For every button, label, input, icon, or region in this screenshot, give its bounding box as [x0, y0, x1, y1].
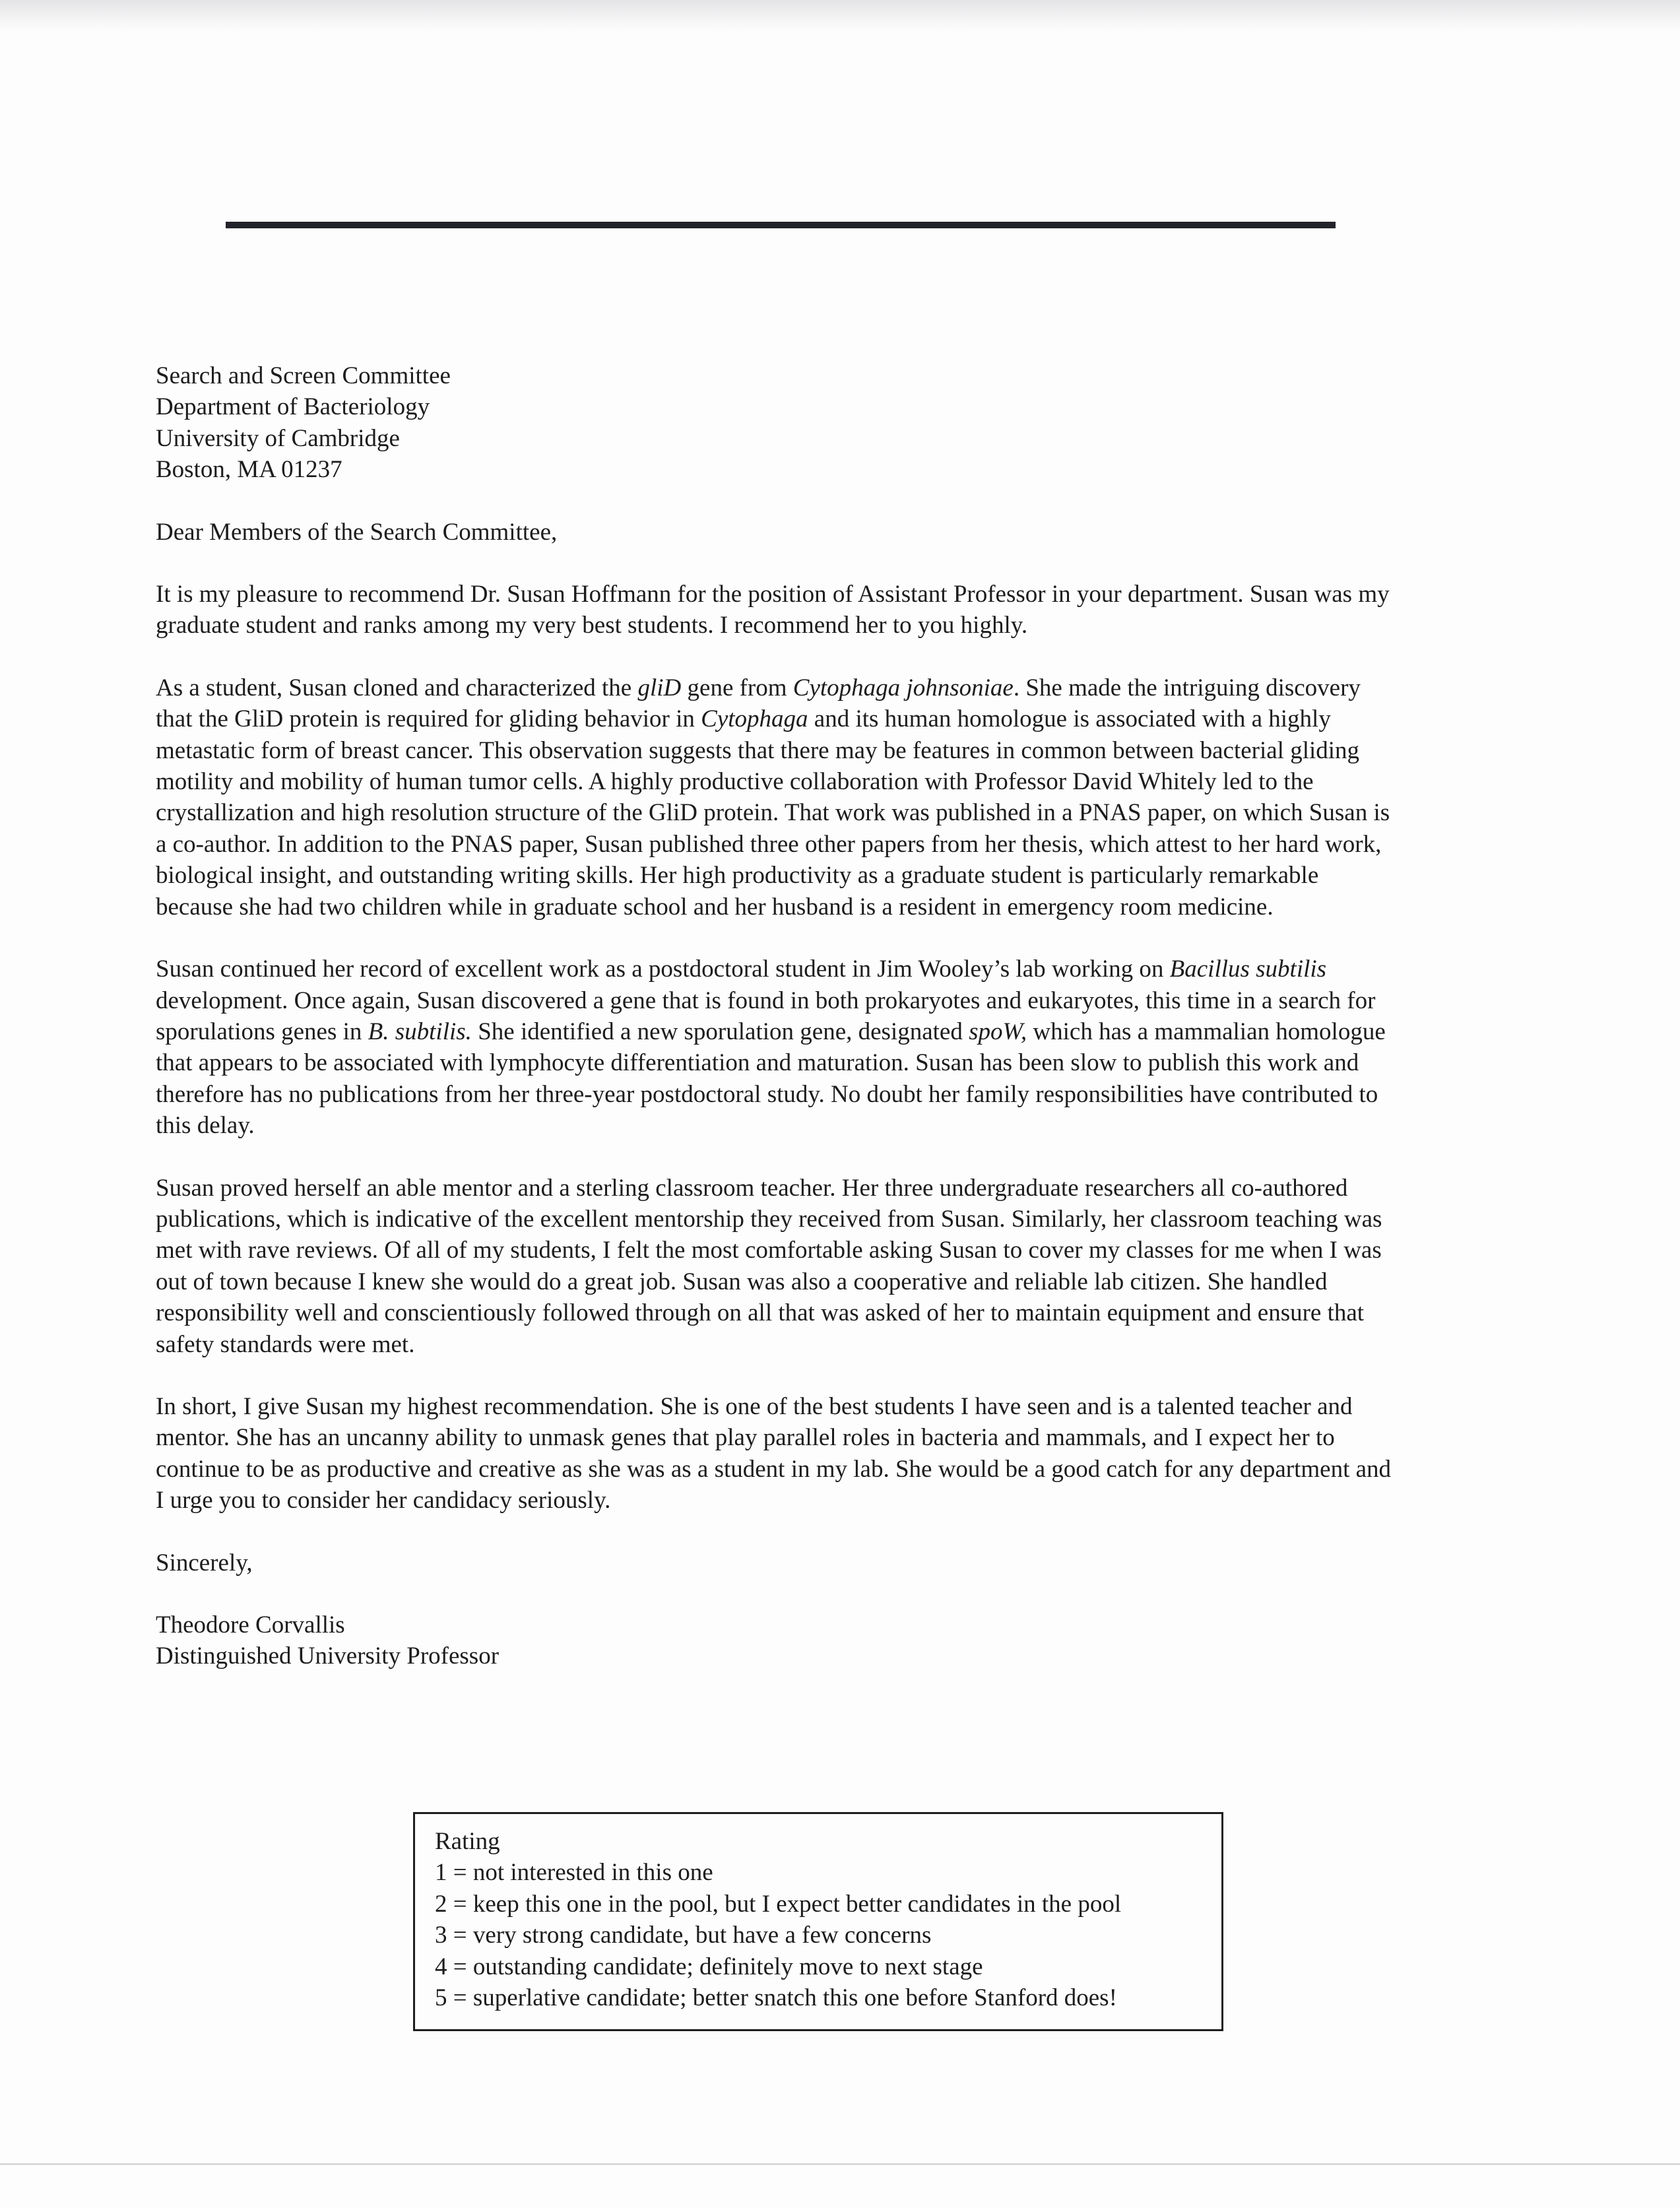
- gene-name: spoW,: [969, 1018, 1027, 1045]
- text-line: Susan proved herself an able mentor and a sterling classroom teacher. Her three undergraduate researchers all co-authored: [156, 1174, 1348, 1202]
- text-line: publications, which is indicative of the excellent mentorship they received from Susan. Similarly, her classroom teaching was: [156, 1205, 1382, 1233]
- paragraph-3: [156, 954, 1555, 1141]
- address-line: Search and Screen Committee: [156, 362, 451, 389]
- text-line: responsibility well and conscientiously followed through on all that was asked of her to maintain equipment and ensure that: [156, 1299, 1365, 1327]
- recipient-address: [156, 360, 1555, 486]
- text-line: out of town because I knew she would do a great job. Susan was also a cooperative and reliable lab citizen. She handled: [156, 1268, 1328, 1295]
- rating-option: 4 = outstanding candidate; definitely move to next stage: [435, 1953, 983, 1980]
- rating-option: 2 = keep this one in the pool, but I expect better candidates in the pool: [435, 1890, 1122, 1918]
- rating-option: 3 = very strong candidate, but have a few concerns: [435, 1922, 932, 1949]
- scan-edge-top: [0, 0, 1680, 32]
- signature-block: [156, 1609, 1555, 1672]
- paragraph-5: [156, 1391, 1555, 1516]
- species-name: B. subtilis.: [368, 1018, 472, 1045]
- address-line: University of Cambridge: [156, 424, 400, 452]
- text-line: mentor. She has an uncanny ability to unmask genes that play parallel roles in bacteria and mammals, and I expect her to: [156, 1424, 1335, 1452]
- paragraph-2: [156, 672, 1555, 923]
- text-line: As a student, Susan cloned and characterized the gliD gene from Cytophaga johnsoniae. She made the intriguing discovery: [156, 674, 1361, 701]
- text-line: Susan continued her record of excellent work as a postdoctoral student in Jim Wooley’s lab working on Bacillus subtilis: [156, 956, 1327, 983]
- paragraph-4: [156, 1173, 1555, 1360]
- text-line: continue to be as productive and creative as she was as a student in my lab. She would be a good catch for any department and: [156, 1455, 1392, 1483]
- closing: Sincerely,: [156, 1549, 253, 1576]
- text-line: this delay.: [156, 1112, 255, 1140]
- text-line: graduate student and ranks among my very best students. I recommend her to you highly.: [156, 612, 1028, 639]
- text-line: that the GliD protein is required for gliding behavior in Cytophaga and its human homologue is associated with a highly: [156, 705, 1331, 733]
- salutation: Dear Members of the Search Committee,: [156, 518, 558, 546]
- text-line: metastatic form of breast cancer. This observation suggests that there may be features in common between bacterial gliding: [156, 736, 1360, 764]
- species-name: Bacillus subtilis: [1169, 956, 1327, 983]
- text-line: crystallization and high resolution structure of the GliD protein. That work was published in a PNAS paper, on which Susan is: [156, 799, 1390, 827]
- address-line: Department of Bacteriology: [156, 393, 430, 421]
- text-line: In short, I give Susan my highest recommendation. She is one of the best students I have seen and is a talented teacher and: [156, 1392, 1353, 1420]
- letter-body: [156, 360, 1555, 1672]
- address-line: Boston, MA 01237: [156, 456, 342, 484]
- scan-edge-bottom: [0, 2163, 1680, 2165]
- signer-name: Theodore Corvallis: [156, 1611, 345, 1639]
- rating-option: 1 = not interested in this one: [435, 1859, 713, 1887]
- text-line: sporulations genes in B. subtilis. She identified a new sporulation gene, designated spoW, which has a mammalian homologue: [156, 1018, 1386, 1045]
- text-line: therefore has no publications from her three-year postdoctoral study. No doubt her family responsibilities have contributed to: [156, 1080, 1378, 1108]
- text-line: motility and mobility of human tumor cells. A highly productive collaboration with Professor David Whitely led to the: [156, 768, 1314, 796]
- rating-heading: Rating: [435, 1828, 500, 1855]
- text-line: a co-author. In addition to the PNAS paper, Susan published three other papers from her thesis, which attest to her hard work,: [156, 830, 1382, 858]
- paragraph-1: [156, 579, 1555, 641]
- genus-name: Cytophaga: [701, 705, 808, 733]
- rating-box: [413, 1812, 1223, 2031]
- text-line: safety standards were met.: [156, 1330, 415, 1358]
- rating-option: 5 = superlative candidate; better snatch this one before Stanford does!: [435, 1984, 1117, 2012]
- text-line: It is my pleasure to recommend Dr. Susan Hoffmann for the position of Assistant Professor in your department. Susan was my: [156, 581, 1390, 608]
- text-line: development. Once again, Susan discovered a gene that is found in both prokaryotes and eukaryotes, this time in a search for: [156, 987, 1376, 1014]
- species-name: Cytophaga johnsoniae: [792, 674, 1014, 701]
- text-line: biological insight, and outstanding writing skills. Her high productivity as a graduate student is particularly remarkable: [156, 862, 1319, 890]
- signer-title: Distinguished University Professor: [156, 1642, 500, 1670]
- text-line: because she had two children while in graduate school and her husband is a resident in emergency room medicine.: [156, 893, 1274, 921]
- text-line: that appears to be associated with lymphocyte differentiation and maturation. Susan has been slow to publish this work and: [156, 1049, 1359, 1077]
- text-line: I urge you to consider her candidacy seriously.: [156, 1487, 611, 1514]
- letterhead-rule: [226, 222, 1336, 228]
- gene-name: gliD: [637, 674, 682, 701]
- text-line: met with rave reviews. Of all of my students, I felt the most comfortable asking Susan to cover my classes for me when I was: [156, 1237, 1382, 1264]
